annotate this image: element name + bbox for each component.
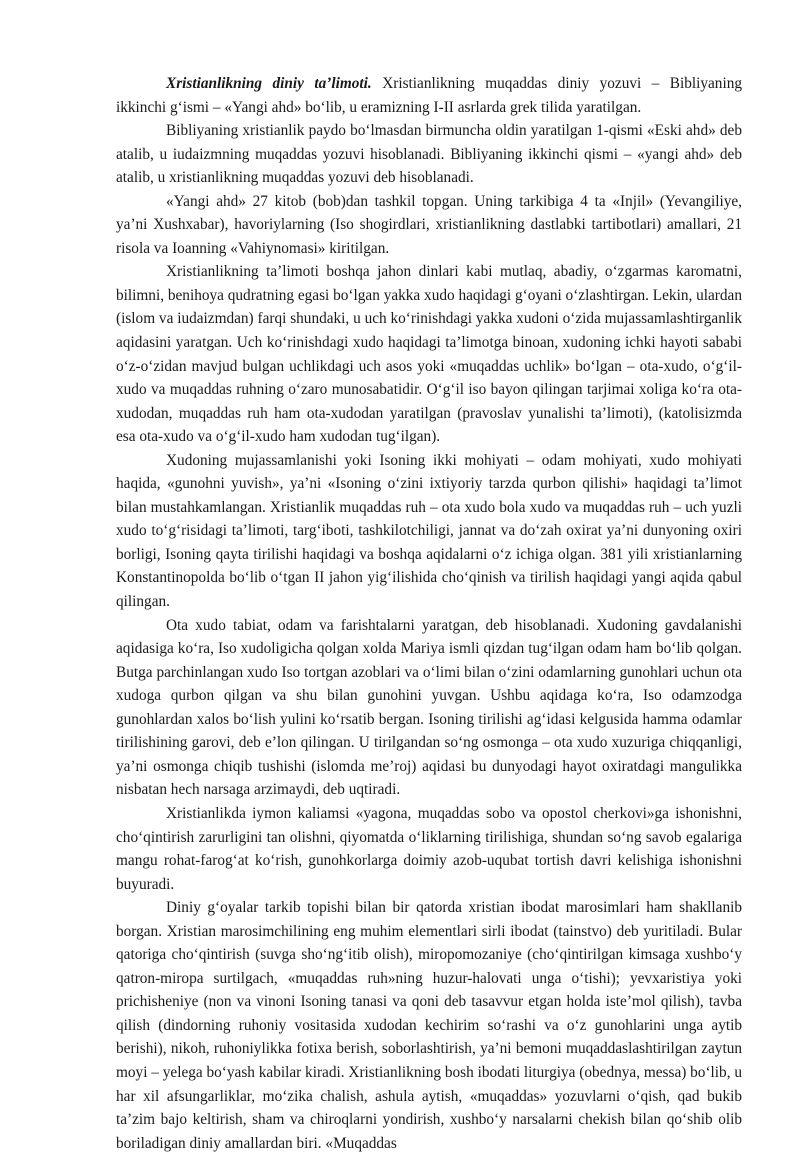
paragraph: Xristianlikda iymon kaliamsi «yagona, muqaddas sobo va opostol cherkovi»ga ishonishni, cho‘qintirish zarurligini tan olishni, qiyomatda o‘liklarning tirilishiga, shundan so‘ng savob egalariga mangu rohat-farog‘at ko‘rish, gunohkorlarga doimiy azob-uqubat tortish davri kelishiga ishonishni buyuradi. xyxy=(116,804,742,893)
paragraph: Bibliyaning xristianlik paydo bo‘lmasdan birmuncha oldin yaratilgan 1-qismi «Eski ahd» deb atalib, u iudaizmning muqaddas yozuvi hisoblanadi. Bibliyaning ikkinchi qismi – «yangi ahd» deb atalib, u xristianlikning muqaddas yozuvi deb hisoblanadi. xyxy=(116,122,742,187)
document-body xyxy=(116,72,742,1155)
paragraph: «Yangi ahd» 27 kitob (bob)dan tashkil topgan. Uning tarkibiga 4 ta «Injil» (Yevangiliye, ya’ni Xushxabar), havoriylarning (Iso shogirdlari, xristianlikning dastlabki tartibotlari) amallari, 21 risola va Ioanning «Vahiynomasi» kiritilgan. xyxy=(116,192,742,257)
paragraph: Diniy g‘oyalar tarkib topishi bilan bir qatorda xristian ibodat marosimlari ham shakllanib borgan. Xristian marosimchilining eng muhim elementlari sirli ibodat (tainstvo) deb yuritiladi. Bular qatoriga cho‘qintirish (suvga sho‘ng‘itib olish), miropomozaniye (cho‘qintirilgan kimsaga xushbo‘y qatron-miropa surtilgach, «muqaddas ruh»ning huzur-halovati unga o‘tishi); yevxaristiya yoki prichisheniye (non va vinoni Isoning tanasi va qoni deb tasavvur etgan holda iste’mol qilish), tavba qilish (dindorning ruhoniy vositasida xudodan kechirim so‘rashi va o‘z gunohlarini unga aytib berishi), nikoh, ruhoniylikka fotixa berish, soborlashtirish, ya’ni bemoni muqaddaslashtirilgan zaytun moyi – yelega bo‘yash kabilar kiradi. Xristianlikning bosh ibodati liturgiya (obednya, messa) bo‘lib, u har xil afsungarliklar, mo‘zika chalish, ashula aytish, «muqaddas» yozuvlarni o‘qish, qad bukib ta’zim bajo keltirish, sham va chiroqlarni yondirish, xushbo‘y narsalarni chekish bilan qo‘shib olib boriladigan diniy amallardan biri. «Muqaddas xyxy=(116,899,742,1152)
paragraph: Xudoning mujassamlanishi yoki Isoning ikki mohiyati – odam mohiyati, xudo mohiyati haqida, «gunohni yuvish», ya’ni «Isoning o‘zini ixtiyoriy tarzda qurbon qilishi» haqidagi ta’limot bilan mustahkamlangan. Xristianlik muqaddas ruh – ota xudo bola xudo va muqaddas ruh – uch yuzli xudo to‘g‘risidagi ta’limoti, targ‘iboti, tashkilotchiligi, jannat va do‘zah oxirat ya’ni dunyoning oxiri borligi, Isoning qayta tirilishi haqidagi va boshqa aqidalarni o‘z ichiga olgan. 381 yili xristianlarning Konstantinopolda bo‘lib o‘tgan II jahon yig‘ilishida cho‘qinish va tirilish haqidagi yangi aqida qabul qilingan. xyxy=(116,451,742,611)
section-heading: Xristianlikning diniy ta’limoti. xyxy=(166,75,372,92)
paragraph xyxy=(116,72,742,119)
paragraph: Ota xudo tabiat, odam va farishtalarni yaratgan, deb hisoblanadi. Xudoning gavdalanishi aqidasiga ko‘ra, Iso xudoligicha qolgan xolda Mariya ismli qizdan tug‘ilgan odam ham bo‘lib qolgan. Butga parchinlangan xudo Iso tortgan azoblari va o‘limi bilan o‘zini odamlarning gunohlari uchun ota xudoga qurbon qilgan va shu bilan gunohini yuvgan. Ushbu aqidaga ko‘ra, Iso odamzodga gunohlardan xalos bo‘lish yulini ko‘rsatib bergan. Isoning tirilishi ag‘idasi kelgusida hamma odamlar tirilishining garovi, deb e’lon qilingan. U tirilgandan so‘ng osmonga – ota xudo xuzuriga chiqqanligi, ya’ni osmonga chiqib tushishi (islomda me’roj) aqidasi bu dunyodagi hayot oxiratdagi mangulikka nisbatan hech narsaga arzimaydi, deb uqtiradi. xyxy=(116,616,742,799)
paragraph: Xristianlikning ta’limoti boshqa jahon dinlari kabi mutlaq, abadiy, o‘zgarmas karomatni, bilimni, benihoya qudratning egasi bo‘lgan yakka xudo haqidagi g‘oyani o‘zlashtirgan. Lekin, ulardan (islom va iudaizmdan) farqi shundaki, u uch ko‘rinishdagi yakka xudoni o‘zida mujassamlashtirganlik aqidasini yaratgan. Uch ko‘rinishdagi xudo haqidagi ta’limotga binoan, xudoning ichki hayoti sababi o‘z-o‘zidan mavjud bulgan uchlikdagi uch asos yoki «muqaddas uchlik» bo‘lgan – ota-xudo, o‘g‘il-xudo va muqaddas ruhning o‘zaro munosabatidir. O‘g‘il iso bayon qilingan tarjimai xoliga ko‘ra ota-xudodan, muqaddas ruh ham ota-xudodan yaratilgan (pravoslav yunalishi ta’limoti), (katolisizmda esa ota-xudo va o‘g‘il-xudo ham xudodan tug‘ilgan). xyxy=(116,263,742,446)
paragraph-text: Xristianlikning muqaddas diniy yozuvi – Bibliyaning ikkinchi g‘ismi – «Yangi ahd» bo‘lib, u eramizning I-II asrlarda grek tilida yaratilgan. xyxy=(116,75,742,116)
